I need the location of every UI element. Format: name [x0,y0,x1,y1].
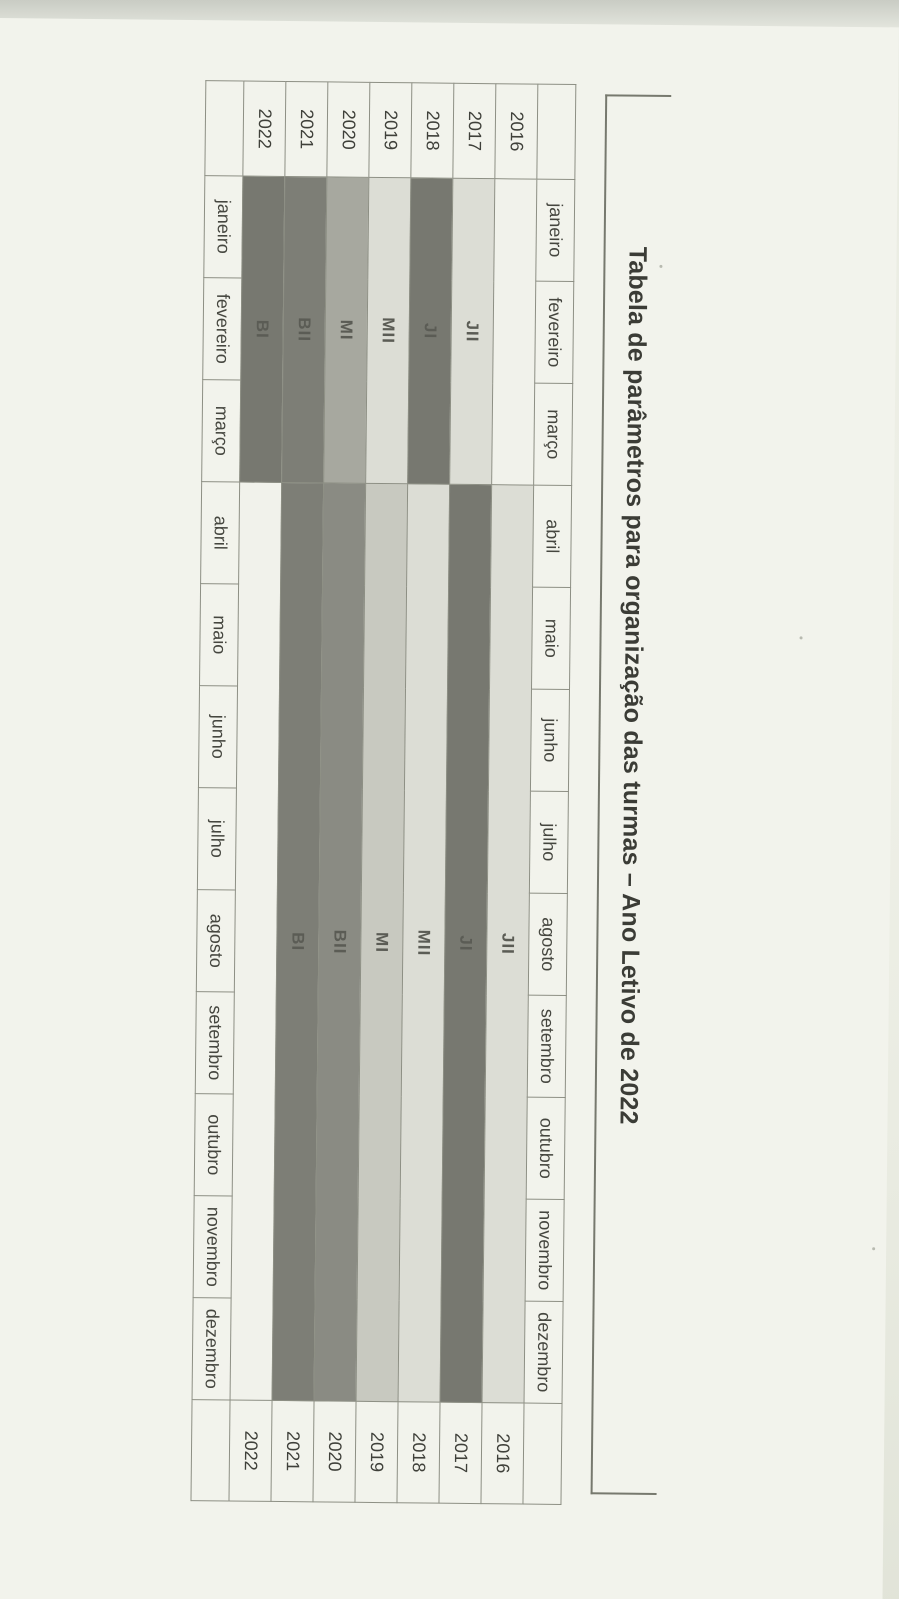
month-header: agosto [528,893,567,995]
class-band-late: MI [356,483,408,1401]
title-box [591,94,672,1495]
row-year: 2016 [495,84,538,179]
paper-sheet [0,18,899,1599]
row-end-year: 2016 [481,1403,524,1504]
class-band-early: JII [450,178,495,484]
class-band-late: JII [482,485,534,1403]
rotated-document [156,80,671,1515]
month-footer: janeiro [204,176,243,278]
month-footer: junho [198,686,237,788]
month-header: fevereiro [535,281,574,383]
month-footer: julho [197,788,236,890]
class-band-early: MII [366,177,411,483]
row-year: 2020 [327,82,370,177]
month-header: maio [532,587,571,689]
month-footer: fevereiro [203,278,242,380]
speck [800,636,803,639]
month-header: março [534,383,573,485]
class-band-late: BII [314,483,366,1401]
corner-cell [191,1400,230,1501]
page-title: Tabela de parâmetros para organização das turmas – Ano Letivo de 2022 [614,246,653,1125]
class-band-early: BII [282,176,327,482]
row-year: 2022 [243,81,286,176]
row-year: 2019 [369,82,412,177]
corner-cell [537,84,576,179]
class-band-late: JI [440,484,492,1402]
row-end-year: 2018 [397,1402,440,1503]
row-end-year: 2019 [355,1401,398,1502]
month-footer: outubro [194,1094,233,1196]
month-header: dezembro [524,1301,563,1403]
row-year: 2018 [411,83,454,178]
row-year: 2017 [453,83,496,178]
month-header: janeiro [536,179,575,281]
month-footer: março [202,380,241,482]
speck [872,1247,875,1250]
month-header: setembro [527,995,566,1097]
month-footer: agosto [196,890,235,992]
month-header: julho [529,791,568,893]
schedule-table [190,80,576,1505]
class-band-early: BI [240,176,285,482]
month-footer: abril [201,482,240,584]
empty-span [492,179,537,485]
corner-cell [205,81,244,176]
corner-cell [523,1403,562,1504]
month-header: novembro [525,1199,564,1301]
row-end-year: 2021 [271,1400,314,1501]
month-footer: maio [200,584,239,686]
month-footer: setembro [195,992,234,1094]
class-band-early: MI [324,177,369,483]
class-band-late: MII [398,484,450,1402]
row-end-year: 2022 [229,1400,272,1501]
month-header: junho [530,689,569,791]
month-footer: dezembro [192,1298,231,1400]
month-header: abril [533,485,572,587]
month-header: outubro [526,1097,565,1199]
class-band-late: BI [272,482,324,1400]
row-year: 2021 [285,81,328,176]
row-end-year: 2017 [439,1402,482,1503]
month-footer: novembro [193,1196,232,1298]
class-band-early: JI [408,178,453,484]
row-end-year: 2020 [313,1401,356,1502]
